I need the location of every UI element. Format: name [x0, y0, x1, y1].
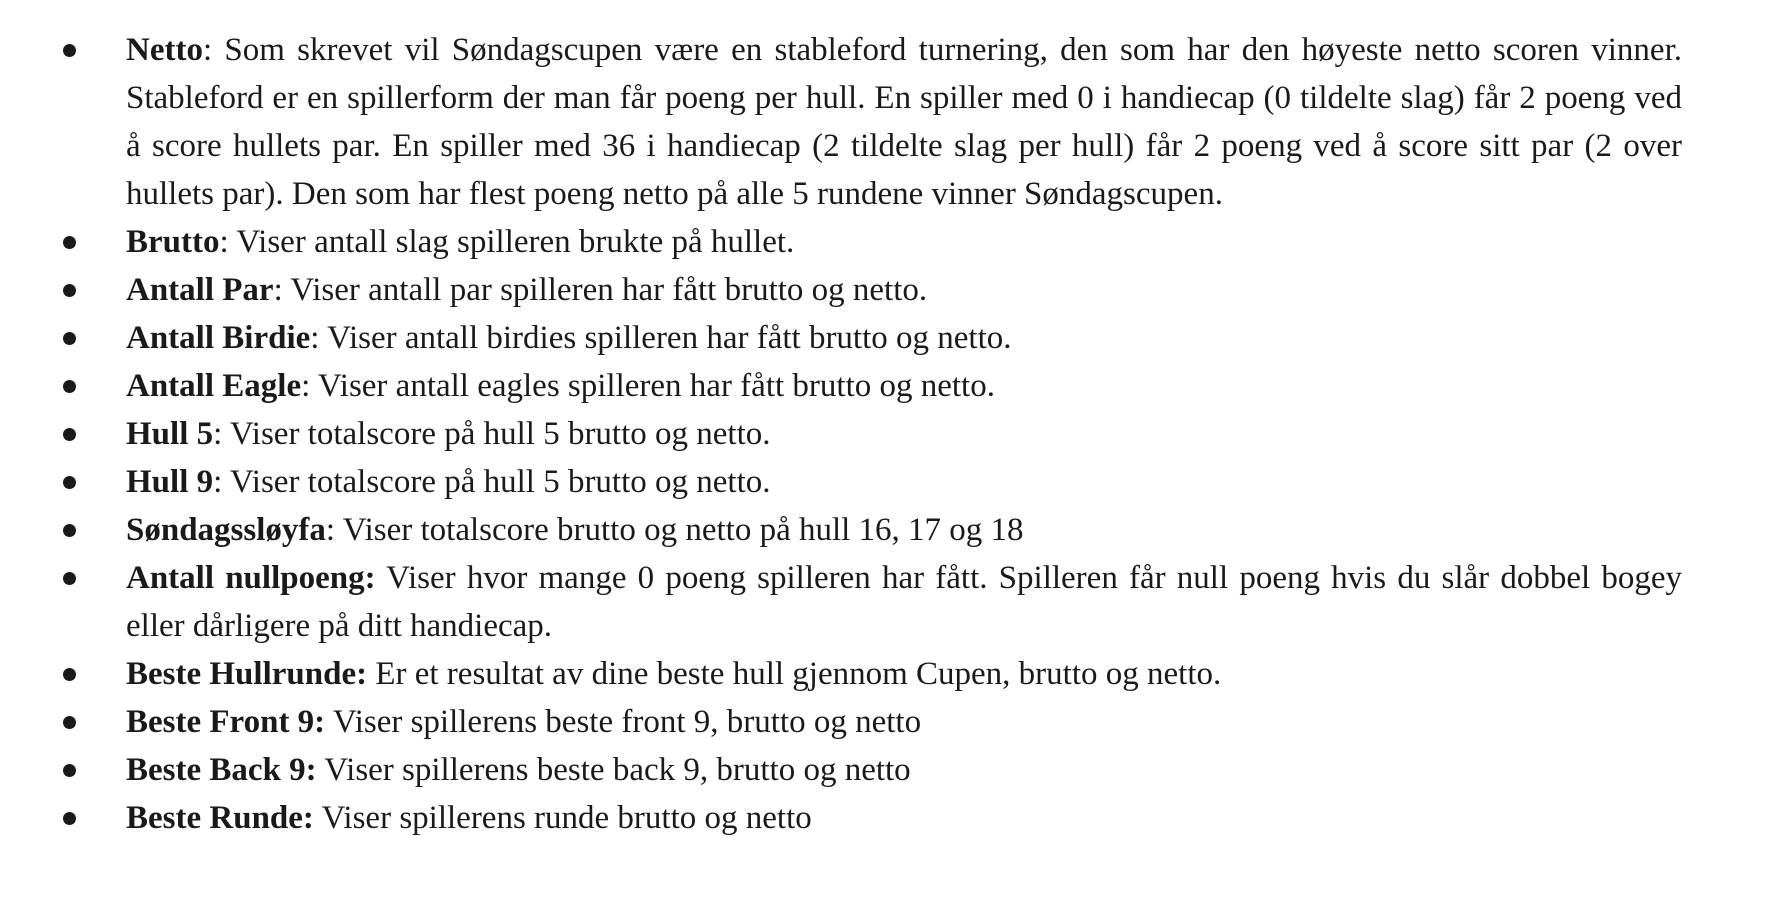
bullet-icon	[63, 380, 76, 393]
bullet-icon	[63, 572, 76, 585]
term-label: Antall Par	[126, 272, 274, 308]
bullet-icon	[63, 764, 76, 777]
term-description: Viser totalscore brutto og netto på hull 16, 17 og 18	[335, 512, 1024, 548]
list-item-netto	[0, 26, 1776, 218]
list-item-hull-5	[0, 410, 1776, 458]
list-item-beste-front-9	[0, 698, 1776, 746]
term-label: Søndagssløyfa	[126, 512, 326, 548]
term-label: Beste Front 9:	[126, 704, 326, 740]
term-separator: :	[301, 368, 311, 404]
list-item-hull-9	[0, 458, 1776, 506]
term-separator: :	[213, 464, 223, 500]
term-label: Beste Hullrunde:	[126, 656, 368, 692]
term-description: Viser antall eagles spilleren har fått brutto og netto.	[310, 368, 995, 404]
list-item-beste-hullrunde	[0, 650, 1776, 698]
term-description: Viser antall slag spilleren brukte på hullet.	[228, 224, 795, 260]
term-description: Er et resultat av dine beste hull gjennom Cupen, brutto og netto.	[367, 656, 1222, 692]
bullet-icon	[63, 236, 76, 249]
bullet-icon	[63, 668, 76, 681]
term-separator: :	[213, 416, 223, 452]
list-item-brutto	[0, 218, 1776, 266]
term-label: Hull 9	[126, 464, 214, 500]
bullet-icon	[63, 812, 76, 825]
term-label: Netto	[126, 32, 203, 68]
term-description: Viser antall par spilleren har fått brutto og netto.	[282, 272, 928, 308]
bullet-icon	[63, 716, 76, 729]
term-description: Viser totalscore på hull 5 brutto og netto.	[222, 464, 771, 500]
list-item-antall-nullpoeng	[0, 554, 1776, 650]
term-separator: :	[219, 224, 229, 260]
term-description: Som skrevet vil Søndagscupen være en stableford turnering, den som har den høyeste netto scoren vinner. Stableford er en spillerform der man får poeng per hull. En spiller med 0 i handiecap (0 tildelte slag) får 2 poeng ved å score hullets par. En spiller med 36 i handiecap (2 tildelte slag per hull) får 2 poeng ved å score sitt par (2 over hullets par). Den som har flest poeng netto på alle 5 rundene vinner Søndagscupen.	[126, 32, 1682, 212]
bullet-icon	[63, 476, 76, 489]
list-item-beste-runde	[0, 794, 1776, 842]
term-label: Hull 5	[126, 416, 214, 452]
list-item-antall-birdie	[0, 314, 1776, 362]
bullet-icon	[63, 428, 76, 441]
term-description: Viser spillerens runde brutto og netto	[313, 800, 812, 836]
term-description: Viser hvor mange 0 poeng spilleren har fått. Spilleren får null poeng hvis du slår dobbel bogey eller dårligere på ditt handiecap.	[126, 560, 1682, 644]
term-description: Viser spillerens beste front 9, brutto og netto	[325, 704, 922, 740]
term-label: Antall Birdie	[126, 320, 311, 356]
bullet-icon	[63, 524, 76, 537]
list-item-antall-par	[0, 266, 1776, 314]
bullet-icon	[63, 332, 76, 345]
term-label: Beste Back 9:	[126, 752, 317, 788]
term-label: Antall Eagle	[126, 368, 302, 404]
term-label: Brutto	[126, 224, 220, 260]
term-separator: :	[325, 512, 336, 548]
term-separator: :	[202, 32, 213, 68]
list-item-antall-eagle	[0, 362, 1776, 410]
term-description: Viser antall birdies spilleren har fått brutto og netto.	[319, 320, 1012, 356]
term-label: Beste Runde:	[126, 800, 314, 836]
definition-list	[0, 26, 1776, 842]
term-label: Antall nullpoeng:	[126, 560, 376, 596]
list-item-sondagssloyfa	[0, 506, 1776, 554]
term-description: Viser totalscore på hull 5 brutto og netto.	[222, 416, 771, 452]
term-description: Viser spillerens beste back 9, brutto og netto	[316, 752, 911, 788]
bullet-icon	[63, 44, 76, 57]
term-separator: :	[310, 320, 320, 356]
term-separator: :	[273, 272, 283, 308]
list-item-beste-back-9	[0, 746, 1776, 794]
bullet-icon	[63, 284, 76, 297]
